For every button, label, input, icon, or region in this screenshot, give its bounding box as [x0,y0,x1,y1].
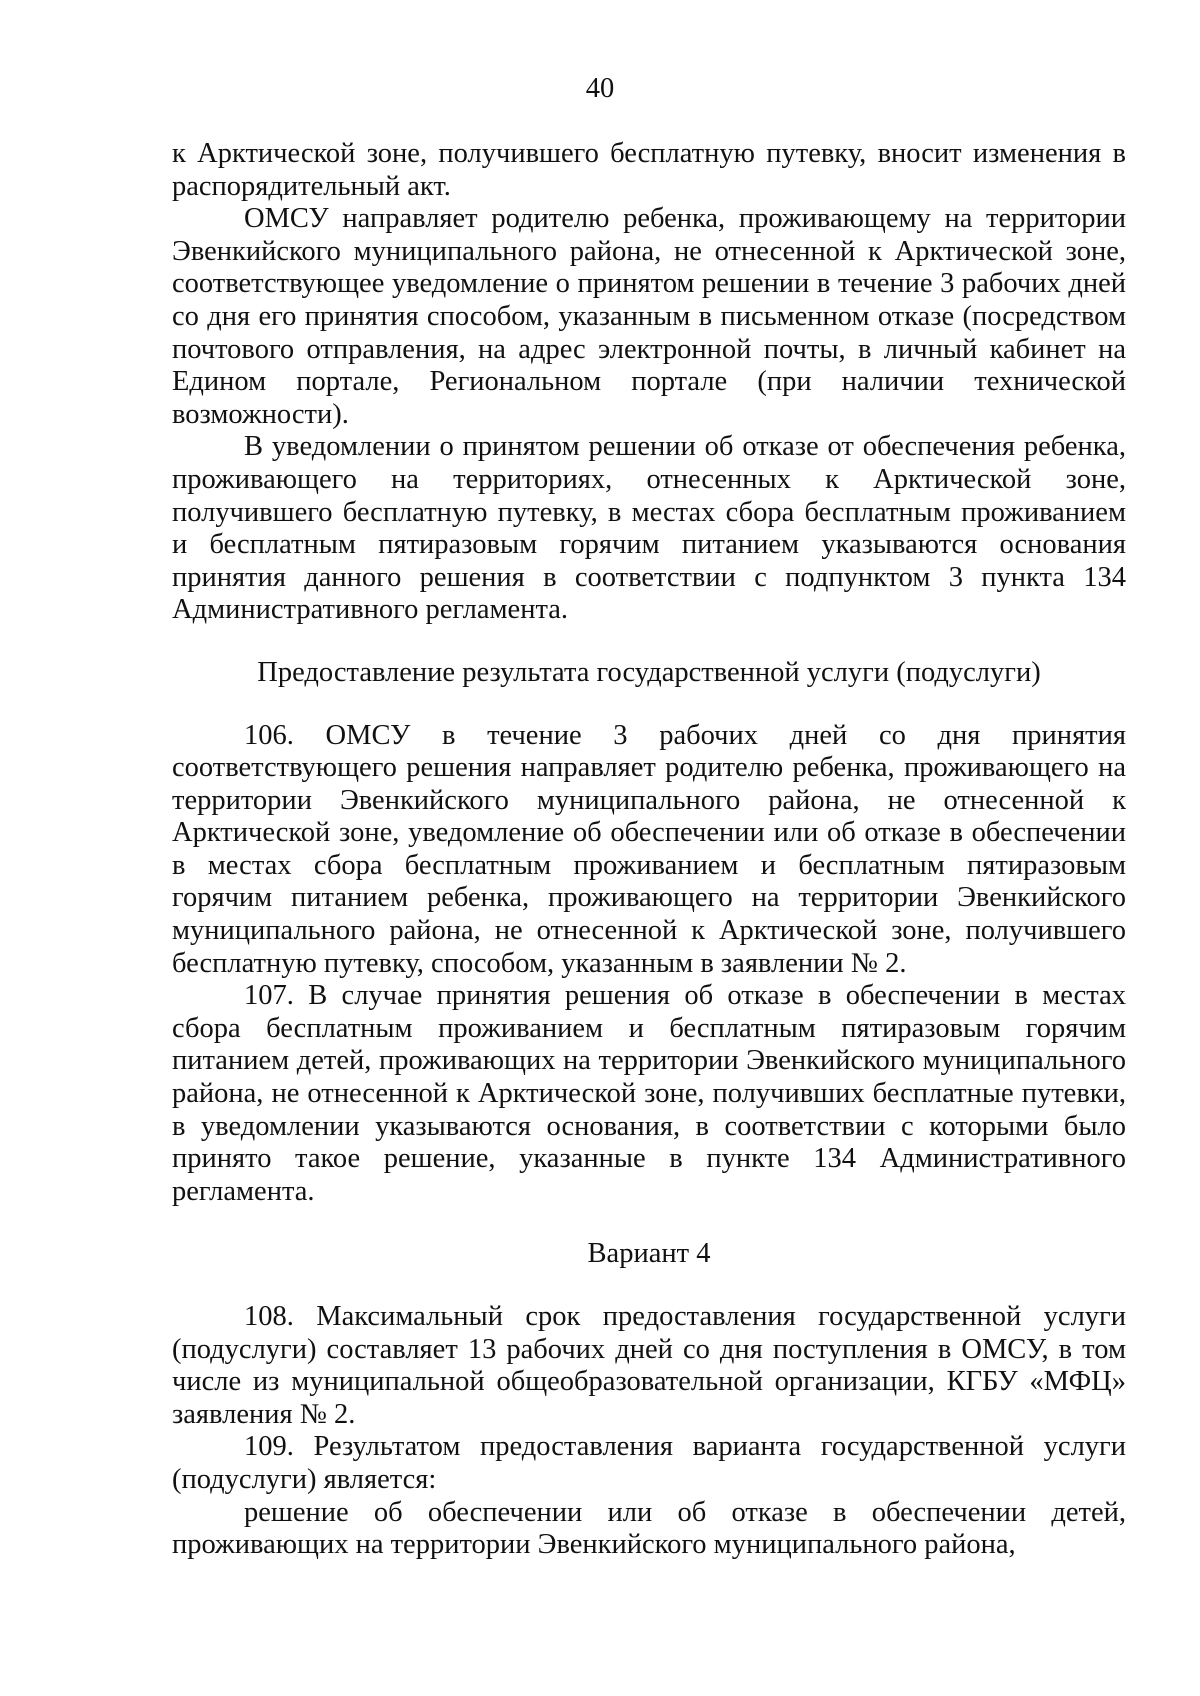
paragraph-refusal-grounds: В уведомлении о принятом решении об отказе от обеспечения ребенка, проживающего на территориях, отнесенных к Арктической зоне, получившего бесплатную путевку, в местах сбора бесплатным проживанием и бесплатным пятиразовым горячим питанием указываются основания принятия данного решения в соответствии с подпунктом 3 пункта 134 Административного регламента. [172,431,1126,626]
page-number: 40 [585,73,615,104]
paragraph-108: 108. Максимальный срок предоставления государственной услуги (подуслуги) составляет 13 рабочих дней со дня поступления в ОМСУ, в том числе из муниципальной общеобразовательной организации, КГБУ «МФЦ» заявления № 2. [172,1301,1126,1430]
section-heading-variant-4: Вариант 4 [587,1238,711,1270]
paragraph-decision: решение об обеспечении или об отказе в обеспечении детей, проживающих на территории Эвенкийского муниципального района, [172,1496,1126,1561]
paragraph-omsu-notification: ОМСУ направляет родителю ребенка, проживающему на территории Эвенкийского муниципального района, не отнесенной к Арктической зоне, соответствующее уведомление о принятом решении в течение 3 рабочих дней со дня его принятия способом, указанным в письменном отказе (посредством почтового отправления, на адрес электронной почты, в личный кабинет на Едином портале, Региональном портале (при наличии технической возможности). [172,203,1126,430]
paragraph-106: 106. ОМСУ в течение 3 рабочих дней со дня принятия соответствующего решения направляет родителю ребенка, проживающего на территории Эвенкийского муниципального района, не отнесенной к Арктической зоне, уведомление об обеспечении или об отказе в обеспечении в местах сбора бесплатным проживанием и бесплатным пятиразовым горячим питанием ребенка, проживающего на территории Эвенкийского муниципального района, не отнесенной к Арктической зоне, получившего бесплатную путевку, способом, указанным в заявлении № 2. [172,719,1126,979]
paragraph-109: 109. Результатом предоставления варианта государственной услуги (подуслуги) является: [172,1431,1126,1495]
paragraph-107: 107. В случае принятия решения об отказе в обеспечении в местах сбора бесплатным проживанием и бесплатным пятиразовым горячим питанием детей, проживающих на территории Эвенкийского муниципального района, не отнесенной к Арктической зоне, получивших бесплатные путевки, в уведомлении указываются основания, в соответствии с которыми было принято такое решение, указанные в пункте 134 Административного регламента. [172,980,1126,1207]
section-heading-result: Предоставление результата государственной услуги (подуслуги) [257,656,1041,688]
document-body [172,138,1126,1562]
paragraph-continuation: к Арктической зоне, получившего бесплатную путевку, вносит изменения в распорядительный акт. [172,138,1126,202]
